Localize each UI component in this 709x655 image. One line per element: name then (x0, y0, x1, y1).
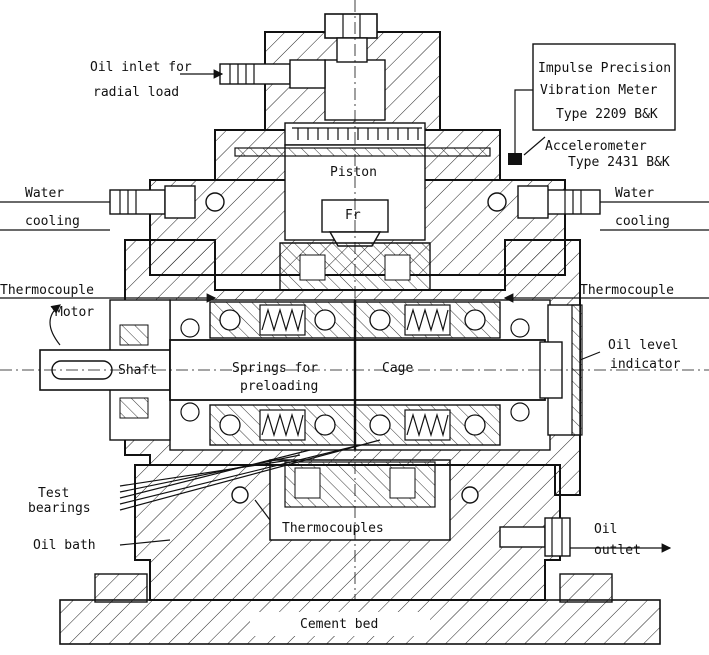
bearing-ball-icon (465, 310, 485, 330)
label-motor: Motor (55, 305, 95, 320)
bearing-ball-icon (315, 415, 335, 435)
label-springs-line2: preloading (240, 379, 319, 394)
bearing-ball-icon (220, 415, 240, 435)
label-water-right-line2: cooling (615, 214, 670, 229)
label-thermocouples: Thermocouples (282, 521, 384, 536)
label-piston: Piston (330, 165, 377, 180)
label-thermocouple-right: Thermocouple (580, 283, 674, 298)
label-cage: Cage (382, 361, 414, 376)
label-oil-outlet-line1: Oil (594, 522, 618, 537)
accelerometer-cable (515, 90, 533, 153)
label-cement-bed: Cement bed (300, 617, 379, 632)
label-test-bearings-line2: bearings (28, 501, 91, 516)
label-meter-line2: Vibration Meter (540, 83, 658, 98)
label-meter-line1: Impulse Precision (538, 61, 672, 76)
label-oil-outlet-line2: outlet (594, 543, 641, 558)
label-oil-level-line2: indicator (610, 357, 681, 372)
label-test-bearings-line1: Test (38, 486, 70, 501)
water-fitting-right (518, 186, 600, 218)
bearing-ball-icon (370, 415, 390, 435)
label-water-right-line1: Water (615, 186, 655, 201)
oil-inlet-fitting (220, 60, 325, 88)
label-oil-inlet-line2: radial load (93, 85, 180, 100)
label-accelerometer-line1: Accelerometer (545, 139, 647, 154)
accelerometer (508, 153, 522, 165)
label-shaft: Shaft (118, 363, 158, 378)
label-springs-line1: Springs for (232, 361, 319, 376)
loading-block (150, 32, 565, 290)
bearing-ball-icon (370, 310, 390, 330)
label-water-left-line1: Water (25, 186, 65, 201)
label-oil-inlet-line1: Oil inlet for (90, 60, 192, 75)
bearing-ball-icon (465, 415, 485, 435)
label-accelerometer-line2: Type 2431 B&K (568, 155, 670, 170)
bearing-ball-icon (315, 310, 335, 330)
water-fitting-left (110, 186, 195, 218)
label-meter-line3: Type 2209 B&K (556, 107, 658, 122)
bearing-ball-icon (220, 310, 240, 330)
label-oil-level-line1: Oil level (608, 338, 679, 353)
label-oil-bath: Oil bath (33, 538, 96, 553)
label-water-left-line2: cooling (25, 214, 80, 229)
label-force: Fr (345, 208, 361, 223)
label-thermocouple-left: Thermocouple (0, 283, 94, 298)
